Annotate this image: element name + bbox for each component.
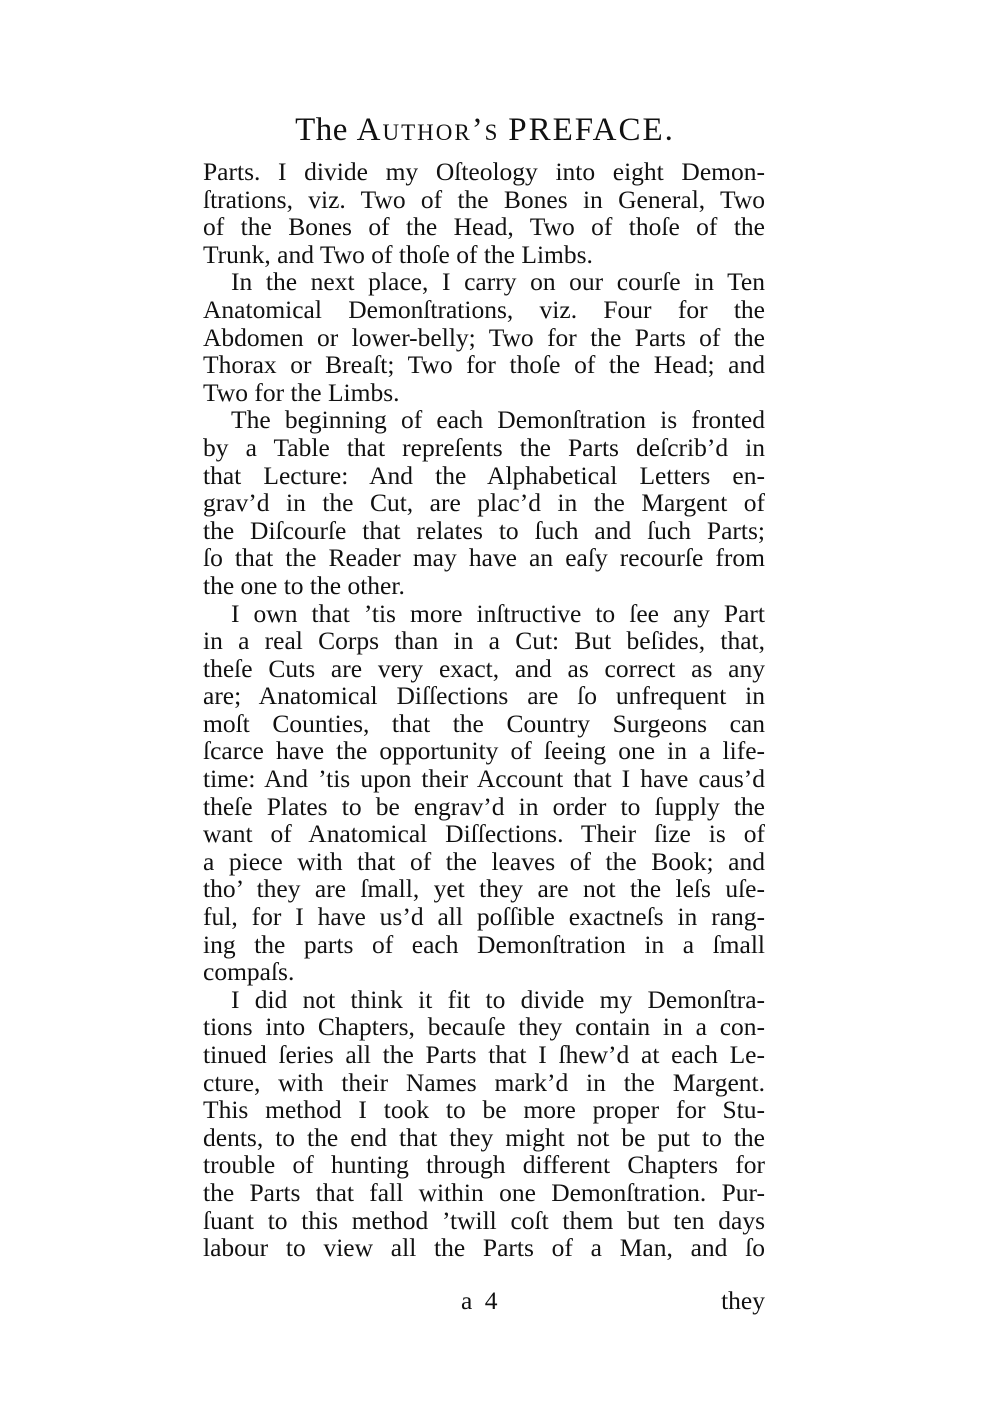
page-footer — [203, 1286, 765, 1316]
text-line: a piece with that of the leaves of the Book; and — [203, 846, 765, 876]
text-line: Abdomen or lower-belly; Two for the Parts of the — [203, 322, 765, 352]
signature-mark: a 4 — [461, 1286, 501, 1315]
text-line: grav’d in the Cut, are plac’d in the Margent of — [203, 488, 765, 518]
text-line: theſe Cuts are very exact, and as correct as any — [203, 653, 765, 683]
text-line: the Parts that fall within one Demonſtration. Pur- — [203, 1177, 765, 1207]
text-line: that Lecture: And the Alphabetical Letters en- — [203, 460, 765, 490]
text-line: ſuant to this method ’twill coſt them but ten days — [203, 1205, 765, 1235]
text-line: of the Bones of the Head, Two of thoſe of the — [203, 212, 765, 242]
catchword: they — [721, 1286, 765, 1315]
text-line: compaſs. — [203, 957, 295, 987]
text-line: tinued ſeries all the Parts that I ſhew’d at each Le- — [203, 1040, 765, 1069]
text-line: The beginning of each Demonſtration is fronted — [231, 405, 765, 435]
text-line: labour to view all the Parts of a Man, and ſo — [203, 1233, 765, 1263]
text-line: the Diſcourſe that relates to ſuch and ſuch Parts; — [203, 515, 765, 545]
text-line: the one to the other. — [203, 570, 405, 600]
text-line: time: And ’tis upon their Account that I have caus’d — [203, 764, 765, 794]
text-line: tions into Chapters, becauſe they contain in a con- — [203, 1012, 765, 1042]
text-line: This method I took to be more proper for Stu- — [203, 1095, 765, 1125]
text-line: trouble of hunting through different Chapters for — [203, 1150, 765, 1180]
text-line: ing the parts of each Demonſtration in a ſmall — [203, 929, 765, 959]
text-line: In the next place, I carry on our courſe in Ten — [231, 267, 765, 297]
text-line: Trunk, and Two of thoſe of the Limbs. — [203, 239, 593, 269]
text-line: Two for the Limbs. — [203, 377, 400, 407]
text-line: I did not think it fit to divide my Demonſtra- — [231, 984, 765, 1014]
text-line: Parts. I divide my Oſteology into eight Demon- — [203, 157, 765, 186]
text-line: tho’ they are ſmall, yet they are not the leſs uſe- — [203, 874, 765, 904]
preface-body — [203, 158, 765, 1262]
text-line: moſt Counties, that the Country Surgeons can — [203, 708, 765, 738]
text-line: ſtrations, viz. Two of the Bones in General, Two — [203, 184, 765, 214]
text-line: theſe Plates to be engrav’d in order to ſupply the — [203, 791, 765, 821]
text-line: I own that ’tis more inſtructive to ſee any Part — [231, 598, 765, 628]
header-the: The — [295, 112, 348, 148]
text-line: want of Anatomical Diſſections. Their ſize is of — [203, 819, 765, 849]
text-line: ful, for I have us’d all poſſible exactneſs in rang- — [203, 902, 765, 932]
text-line: in a real Corps than in a Cut: But beſides, that, — [203, 626, 765, 656]
text-line: ſcarce have the opportunity of ſeeing one in a life- — [203, 736, 765, 766]
text-line: Anatomical Demonſtrations, viz. Four for the — [203, 294, 765, 324]
text-line: Thorax or Breaſt; Two for thoſe of the Head; and — [203, 350, 765, 380]
running-header — [200, 110, 770, 150]
text-line: ſo that the Reader may have an eaſy recourſe from — [203, 543, 765, 573]
header-author: Author’s — [356, 112, 500, 148]
header-preface: PREFACE. — [508, 112, 675, 148]
text-line: cture, with their Names mark’d in the Margent. — [203, 1067, 765, 1097]
text-line: by a Table that repreſents the Parts deſcrib’d in — [203, 432, 765, 462]
text-line: dents, to the end that they might not be put to the — [203, 1122, 765, 1152]
text-line: are; Anatomical Diſſections are ſo unfrequent in — [203, 681, 765, 711]
